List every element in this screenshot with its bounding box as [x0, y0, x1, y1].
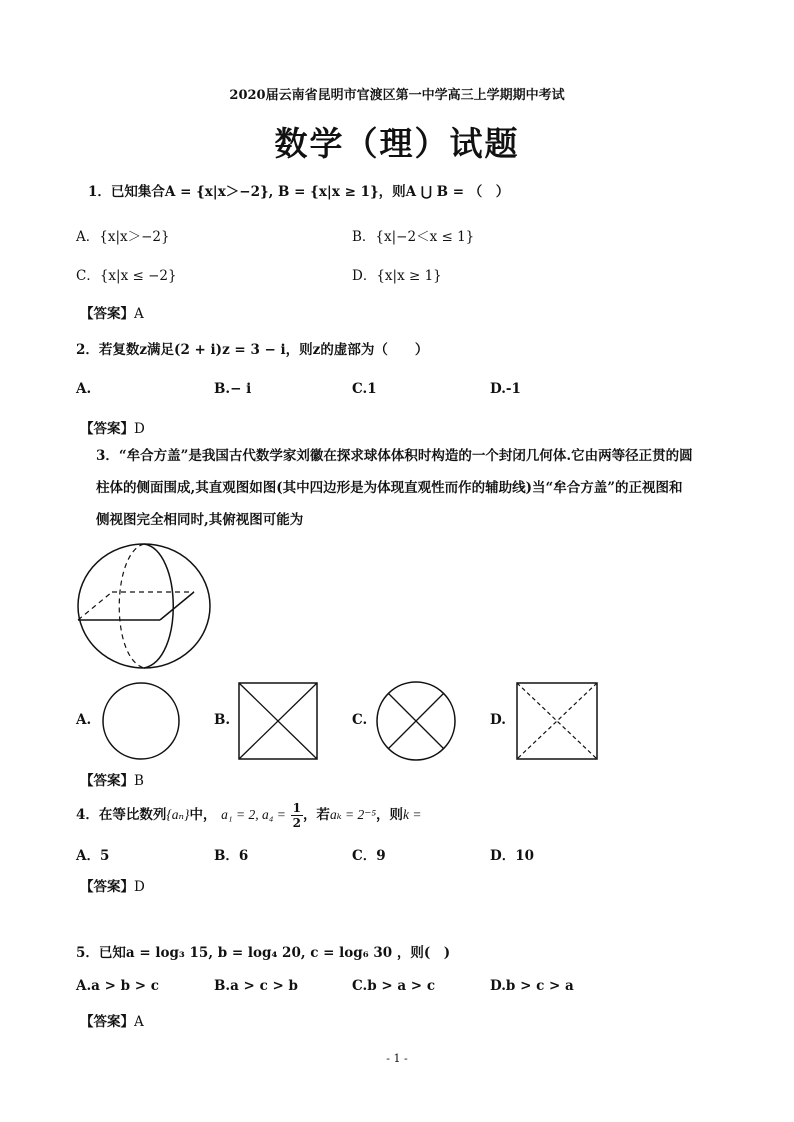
question-2-option-a: A.	[76, 381, 92, 397]
question-5-stem: 5．已知a = log₃ 15, b = log₄ 20, c = log₆ 30 ，则( )	[76, 945, 451, 961]
question-1-stem: 1．已知集合A = {x|x＞−2}, B = {x|x ≥ 1}，则A ⋃ B = （ ）	[88, 184, 510, 200]
question-4-option-c: C．9	[352, 848, 386, 864]
q4-mid1: 中，	[189, 807, 217, 823]
q4-fraction	[291, 801, 303, 830]
mouhe-fanggai-figure	[72, 540, 222, 672]
question-4-stem	[76, 800, 422, 830]
question-3-line-1: 3．“牟合方盖”是我国古代数学家刘徽在探求球体体积时构造的一个封闭几何体.它由两等径正贯的圆	[96, 448, 693, 464]
question-5-option-d: D.b > c > a	[490, 978, 574, 994]
answer-label: 【答案】	[80, 421, 134, 437]
question-1-option-d: D．{x|x ≥ 1}	[352, 268, 442, 284]
question-5-answer	[80, 1010, 144, 1030]
question-2-stem: 2．若复数z满足(2 + i)z = 3 − i，则z的虚部为（ ）	[76, 342, 429, 358]
question-3-option-a-label: A.	[76, 712, 92, 728]
question-2-option-c: C.1	[352, 381, 377, 397]
answer-label: 【答案】	[80, 1014, 134, 1030]
question-4-option-b: B．6	[214, 848, 249, 864]
q4-mid3: ，则	[376, 807, 404, 823]
answer-value: D	[134, 879, 145, 895]
question-2-option-b: B.− i	[214, 381, 252, 397]
question-3-line-2: 柱体的侧面围成,其直观图如图(其中四边形是为体现直观性而作的辅助线)当“牟合方盖”的正视图和	[96, 480, 683, 496]
option-b-square-cross-figure	[238, 682, 318, 760]
question-3-option-d-label: D.	[490, 712, 506, 728]
option-a-circle-figure	[100, 680, 182, 762]
q4-condition: a₁ = 2, a₄ =	[221, 807, 286, 822]
question-1-option-a: A．{x|x＞−2}	[76, 229, 170, 245]
fraction-denominator: 2	[292, 816, 301, 830]
q4-condition-2: aₖ = 2⁻⁵	[329, 807, 377, 822]
page-title: 数学（理）试题	[274, 124, 520, 163]
question-4-option-d: D．10	[490, 848, 534, 864]
question-1-option-c: C．{x|x ≤ −2}	[76, 268, 177, 284]
fraction-numerator: 1	[292, 801, 301, 815]
answer-value: A	[134, 1014, 144, 1030]
q4-end: k =	[403, 807, 422, 822]
answer-label: 【答案】	[80, 306, 134, 322]
question-3-option-c-label: C.	[352, 712, 368, 728]
option-c-circle-cross-figure	[374, 680, 458, 762]
answer-label: 【答案】	[80, 773, 134, 789]
exam-header: 2020届云南省昆明市官渡区第一中学高三上学期期中考试	[229, 88, 565, 103]
question-4-answer	[80, 875, 145, 895]
question-3-answer	[80, 769, 144, 789]
question-3-option-b-label: B.	[214, 712, 231, 728]
page-number: - 1 -	[386, 1052, 408, 1065]
answer-label: 【答案】	[80, 879, 134, 895]
question-3-stem	[96, 440, 756, 536]
question-1-option-b: B．{x|−2＜x ≤ 1}	[352, 229, 475, 245]
question-5-option-a: A.a > b > c	[76, 978, 160, 994]
answer-value: D	[134, 421, 145, 437]
q4-mid2: ，若	[302, 807, 330, 823]
question-2-option-d: D.-1	[490, 381, 521, 397]
question-5-option-c: C.b > a > c	[352, 978, 436, 994]
question-3-line-3: 侧视图完全相同时,其俯视图可能为	[96, 512, 304, 528]
answer-value: A	[134, 306, 144, 322]
q4-prefix: 4．在等比数列	[76, 807, 167, 823]
question-4-option-a: A．5	[76, 848, 110, 864]
question-5-option-b: B.a > c > b	[214, 978, 298, 994]
option-d-square-dashed-cross-figure	[516, 682, 598, 760]
question-1-answer	[80, 302, 144, 322]
question-2-answer	[80, 417, 145, 437]
q4-sequence: {aₙ}	[166, 807, 190, 822]
answer-value: B	[134, 773, 144, 789]
